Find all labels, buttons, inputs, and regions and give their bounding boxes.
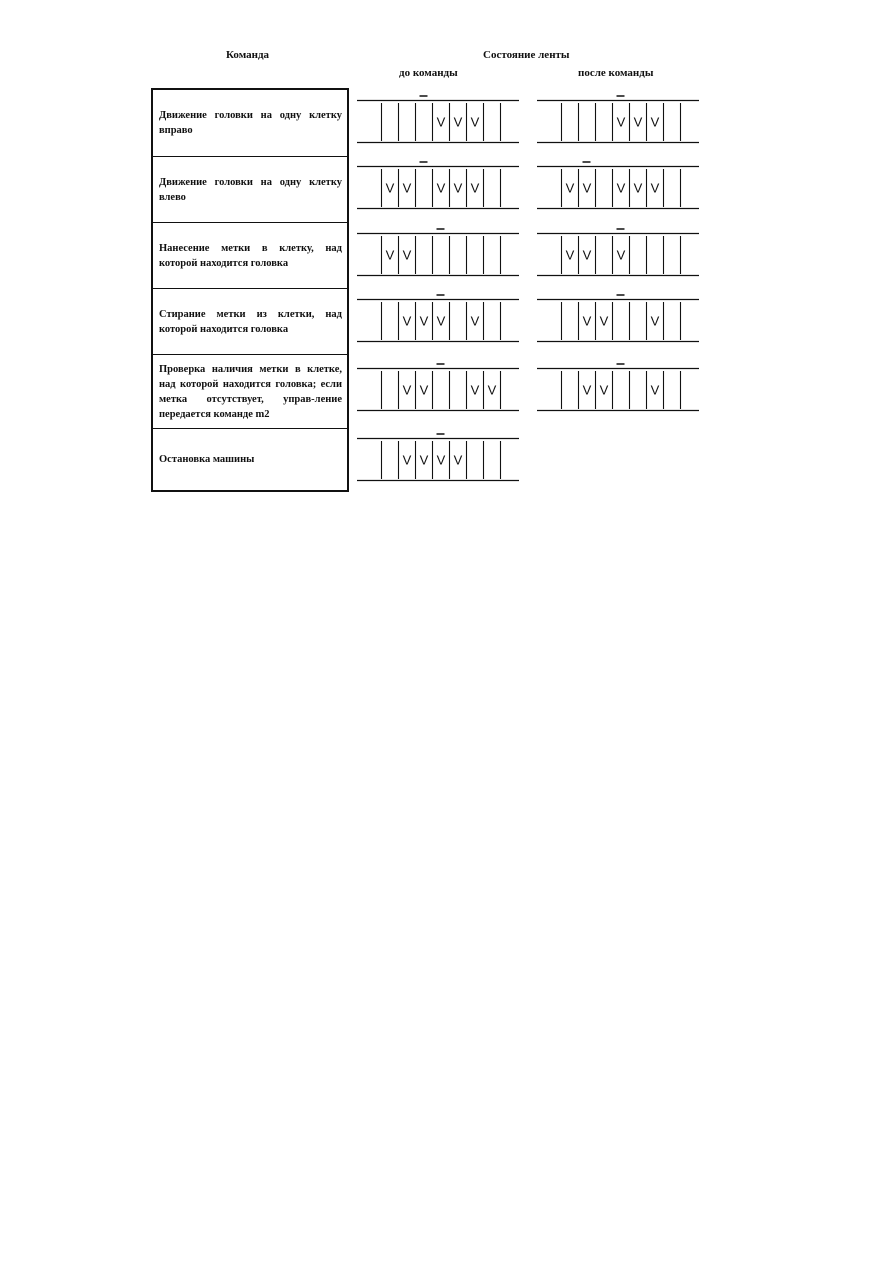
tape-mark: V — [453, 180, 463, 196]
tape-mark: V — [650, 180, 660, 196]
tape-before-row-4 — [357, 291, 523, 346]
tape-mark: V — [650, 114, 660, 130]
tape-mark: V — [385, 247, 395, 263]
tape-mark: V — [470, 180, 480, 196]
tape-mark: V — [436, 452, 446, 468]
tape-mark: V — [419, 452, 429, 468]
tape-mark: V — [419, 382, 429, 398]
tape-mark: V — [599, 313, 609, 329]
command-text: Проверка наличия метки в клетке, над которой находится головка; если метка отсутствует, управ-ление передается команде m2 — [159, 363, 342, 420]
tape-mark: V — [565, 247, 575, 263]
header-command: Команда — [226, 49, 270, 61]
tape-mark: V — [582, 180, 592, 196]
tape-mark: V — [616, 180, 626, 196]
tape-before-row-2 — [357, 158, 523, 213]
tape-after-row-5 — [537, 360, 703, 415]
tape-mark: V — [385, 180, 395, 196]
tape-before-row-3 — [357, 225, 523, 280]
tape-mark: V — [436, 114, 446, 130]
tape-after-row-1 — [537, 92, 703, 147]
tape-mark: V — [616, 247, 626, 263]
tape-mark: V — [402, 452, 412, 468]
tape-mark: V — [402, 247, 412, 263]
tape-mark: V — [436, 313, 446, 329]
tape-mark: V — [633, 180, 643, 196]
tape-mark: V — [436, 180, 446, 196]
tape-after-row-3 — [537, 225, 703, 280]
tape-before-row-1 — [357, 92, 523, 147]
tape-mark: V — [419, 313, 429, 329]
tape-mark: V — [582, 247, 592, 263]
tape-mark: V — [650, 313, 660, 329]
command-cell-move-right — [153, 90, 347, 157]
tape-after-row-2 — [537, 158, 703, 213]
tape-mark: V — [487, 382, 497, 398]
command-cell-check-mark — [153, 355, 347, 429]
command-text: Нанесение метки в клетку, над которой находится головка — [159, 242, 342, 269]
command-text: Движение головки на одну клетку вправо — [159, 110, 342, 136]
command-text: Движение головки на одну клетку влево — [159, 176, 342, 203]
command-table — [151, 88, 349, 492]
command-cell-write-mark — [153, 223, 347, 289]
tape-mark: V — [470, 382, 480, 398]
tape-mark: V — [402, 313, 412, 329]
tape-mark: V — [453, 114, 463, 130]
tape-mark: V — [565, 180, 575, 196]
header-tape-state: Состояние ленты — [483, 49, 570, 61]
command-text: Стирание метки из клетки, над которой находится головка — [159, 308, 342, 335]
tape-mark: V — [582, 313, 592, 329]
tape-mark: V — [599, 382, 609, 398]
tape-mark: V — [402, 382, 412, 398]
command-text: Остановка машины — [159, 454, 255, 465]
tape-mark: V — [453, 452, 463, 468]
tape-after-row-4 — [537, 291, 703, 346]
command-cell-move-left — [153, 157, 347, 223]
tape-mark: V — [402, 180, 412, 196]
tape-mark: V — [470, 114, 480, 130]
header-after-command: после команды — [578, 67, 654, 79]
tape-mark: V — [616, 114, 626, 130]
tape-mark: V — [470, 313, 480, 329]
tape-mark: V — [633, 114, 643, 130]
tape-mark: V — [650, 382, 660, 398]
header-before-command: до команды — [399, 67, 458, 79]
tape-mark: V — [582, 382, 592, 398]
tape-before-row-5 — [357, 360, 523, 415]
command-cell-stop — [153, 429, 347, 490]
tape-before-row-6 — [357, 430, 523, 485]
command-cell-erase-mark — [153, 289, 347, 355]
